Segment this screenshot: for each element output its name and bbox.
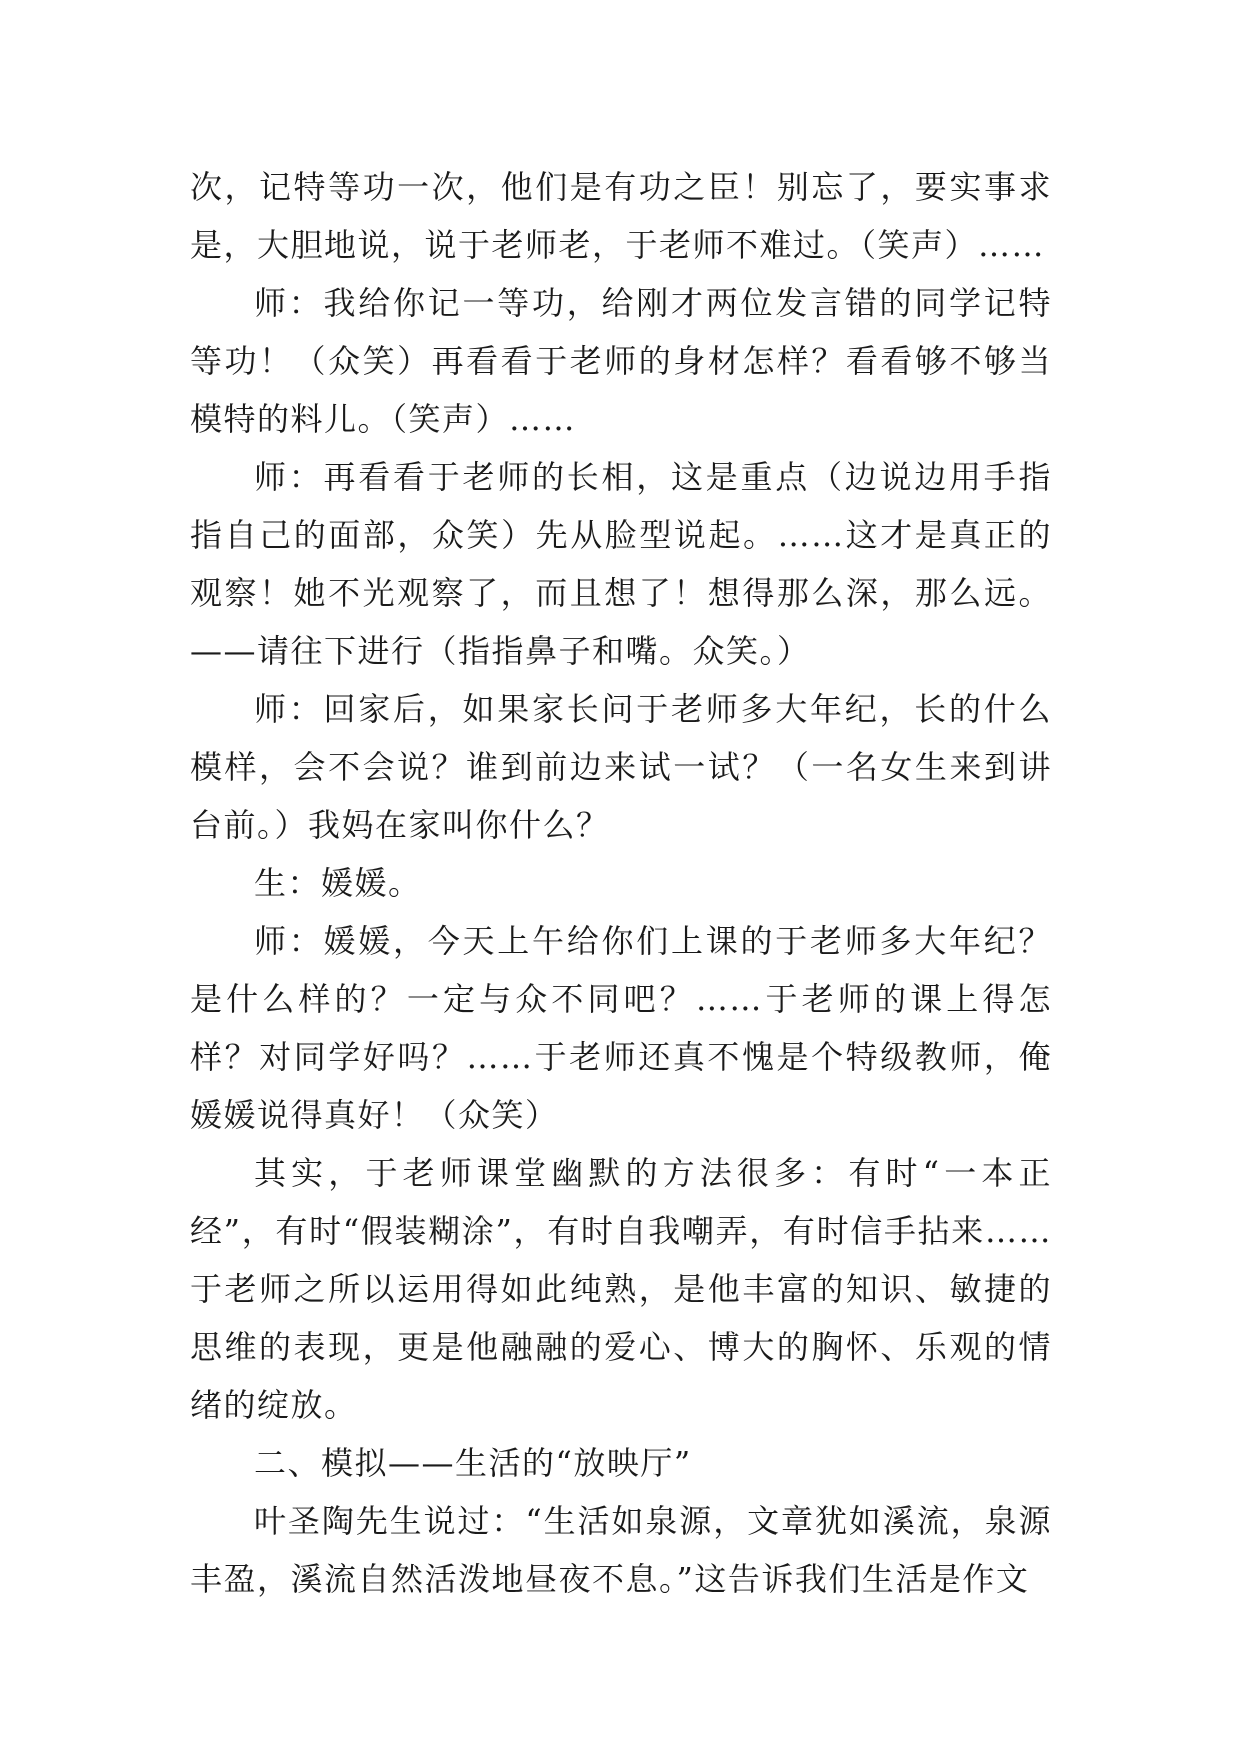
paragraph-2: 师：我给你记一等功，给刚才两位发言错的同学记特等功！（众笑）再看看于老师的身材怎样？看看够不够当模特的料儿。（笑声）…… (190, 284, 1052, 438)
section-heading: 二、模拟——生活的“放映厅” (254, 1444, 692, 1482)
paragraph-7: 其实，于老师课堂幽默的方法很多：有时“一本正经”，有时“假装糊涂”，有时自我嘲弄，有时信手拈来……于老师之所以运用得如此纯熟，是他丰富的知识、敏捷的思维的表现，更是他融融的爱心、博大的胸怀、乐观的情绪的绽放。 (190, 1154, 1052, 1424)
paragraph-4: 师：回家后，如果家长问于老师多大年纪，长的什么模样，会不会说？谁到前边来试一试？（一名女生来到讲台前。）我妈在家叫你什么？ (190, 690, 1052, 844)
paragraph-8: 叶圣陶先生说过：“生活如泉源，文章犹如溪流，泉源丰盈，溪流自然活泼地昼夜不息。”这告诉我们生活是作文 (190, 1502, 1052, 1598)
paragraph-6: 师：媛媛，今天上午给你们上课的于老师多大年纪？是什么样的？一定与众不同吧？……于老师的课上得怎样？对同学好吗？……于老师还真不愧是个特级教师，俺媛媛说得真好！（众笑） (190, 922, 1052, 1134)
paragraph-3: 师：再看看于老师的长相，这是重点（边说边用手指指自己的面部，众笑）先从脸型说起。……这才是真正的观察！她不光观察了，而且想了！想得那么深，那么远。——请往下进行（指指鼻子和嘴。众笑。） (190, 458, 1052, 670)
paragraph-5: 生：媛媛。 (254, 864, 422, 902)
paragraph-1: 次，记特等功一次，他们是有功之臣！别忘了，要实事求是，大胆地说，说于老师老，于老师不难过。（笑声）…… (190, 168, 1052, 264)
body-text (190, 158, 1052, 1608)
